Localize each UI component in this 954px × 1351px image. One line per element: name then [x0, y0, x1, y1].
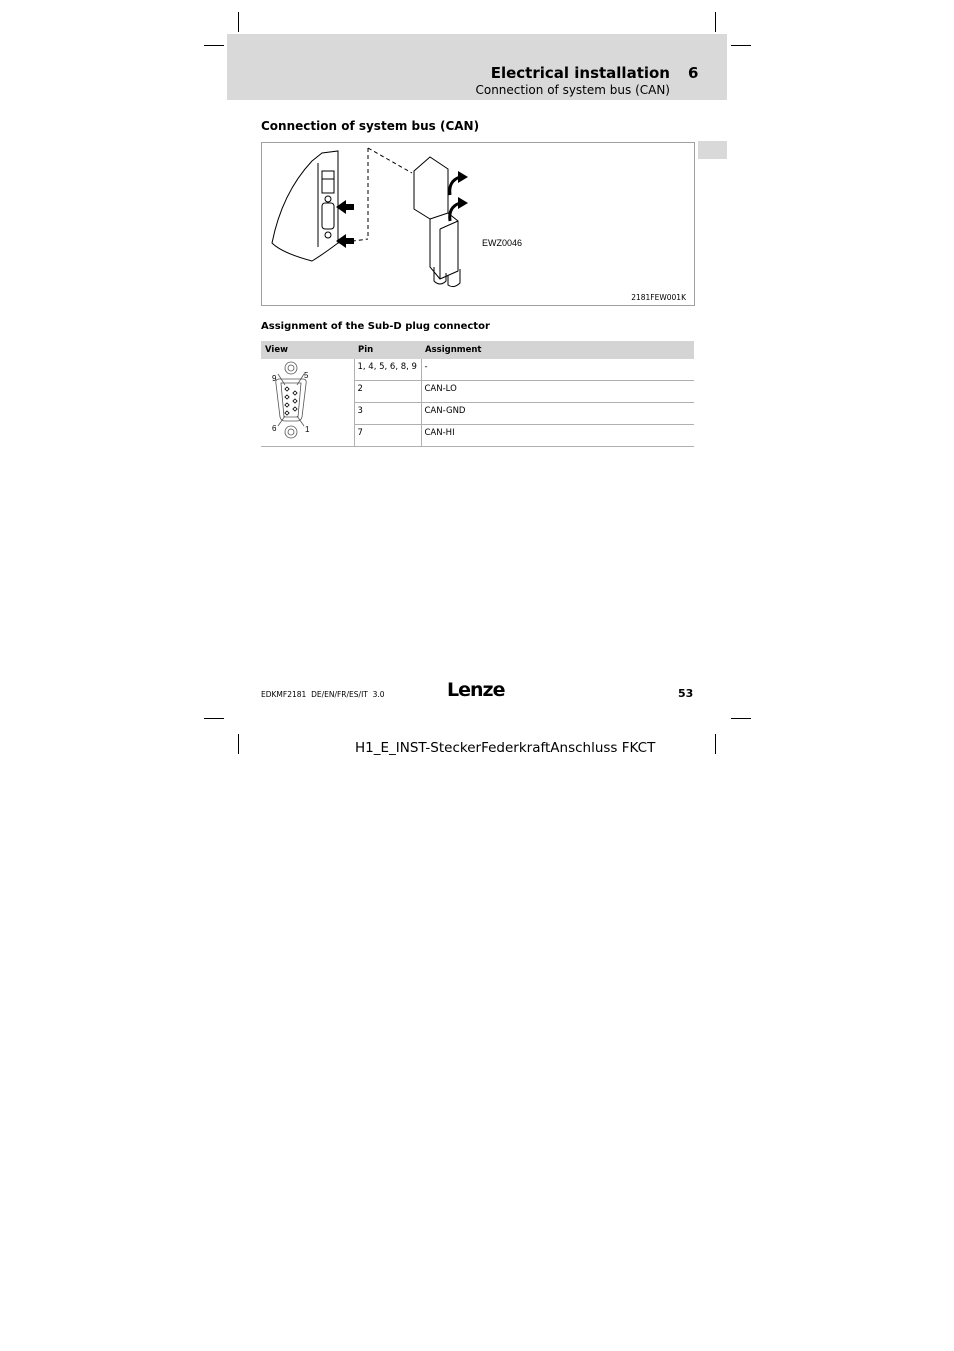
- column-header-assignment: Assignment: [421, 341, 694, 359]
- column-header-pin: Pin: [354, 341, 421, 359]
- crop-mark: [204, 718, 224, 719]
- crop-mark: [204, 45, 224, 46]
- crop-mark: [715, 734, 716, 754]
- chapter-tab-marker: [698, 141, 727, 159]
- assignment-cell: -: [421, 359, 694, 381]
- pin-cell: 1, 4, 5, 6, 8, 9: [354, 359, 421, 381]
- part-number-label: EWZ0046: [482, 238, 523, 248]
- pin-cell: 2: [354, 381, 421, 403]
- print-job-line: H1_E_INST-SteckerFederkraftAnschluss FKCT: [355, 740, 656, 756]
- column-header-view: View: [261, 341, 354, 359]
- figure-connection-diagram: [261, 142, 695, 306]
- pin-label-5: 5: [304, 371, 309, 380]
- crop-mark: [731, 45, 751, 46]
- pin-cell: 7: [354, 425, 421, 447]
- chapter-title: Electrical installation: [490, 64, 670, 82]
- crop-mark: [238, 12, 239, 32]
- footer-document-id: EDKMF2181 DE/EN/FR/ES/IT 3.0: [261, 690, 385, 699]
- connector-illustration: [262, 143, 694, 305]
- lenze-logo: Lenze: [447, 679, 505, 701]
- assignment-cell: CAN-HI: [421, 425, 694, 447]
- crop-mark: [715, 12, 716, 32]
- assignment-cell: CAN-LO: [421, 381, 694, 403]
- pin-cell: 3: [354, 403, 421, 425]
- crop-mark: [731, 718, 751, 719]
- section-title: Connection of system bus (CAN): [261, 119, 480, 133]
- page-number: 53: [678, 687, 694, 700]
- sub-d-connector-icon: [261, 359, 353, 443]
- chapter-subtitle: Connection of system bus (CAN): [475, 83, 670, 97]
- table-row: [261, 359, 694, 381]
- figure-reference: 2181FEW001K: [631, 293, 686, 302]
- pin-label-6: 6: [272, 424, 277, 433]
- table-title: Assignment of the Sub-D plug connector: [261, 321, 490, 332]
- connector-view-cell: [261, 359, 354, 447]
- assignment-cell: CAN-GND: [421, 403, 694, 425]
- crop-mark: [238, 734, 239, 754]
- table-header-row: [261, 341, 694, 359]
- pin-label-9: 9: [272, 374, 277, 383]
- pin-label-1: 1: [305, 425, 310, 434]
- pin-assignment-table: [261, 341, 694, 447]
- chapter-number: 6: [688, 64, 699, 82]
